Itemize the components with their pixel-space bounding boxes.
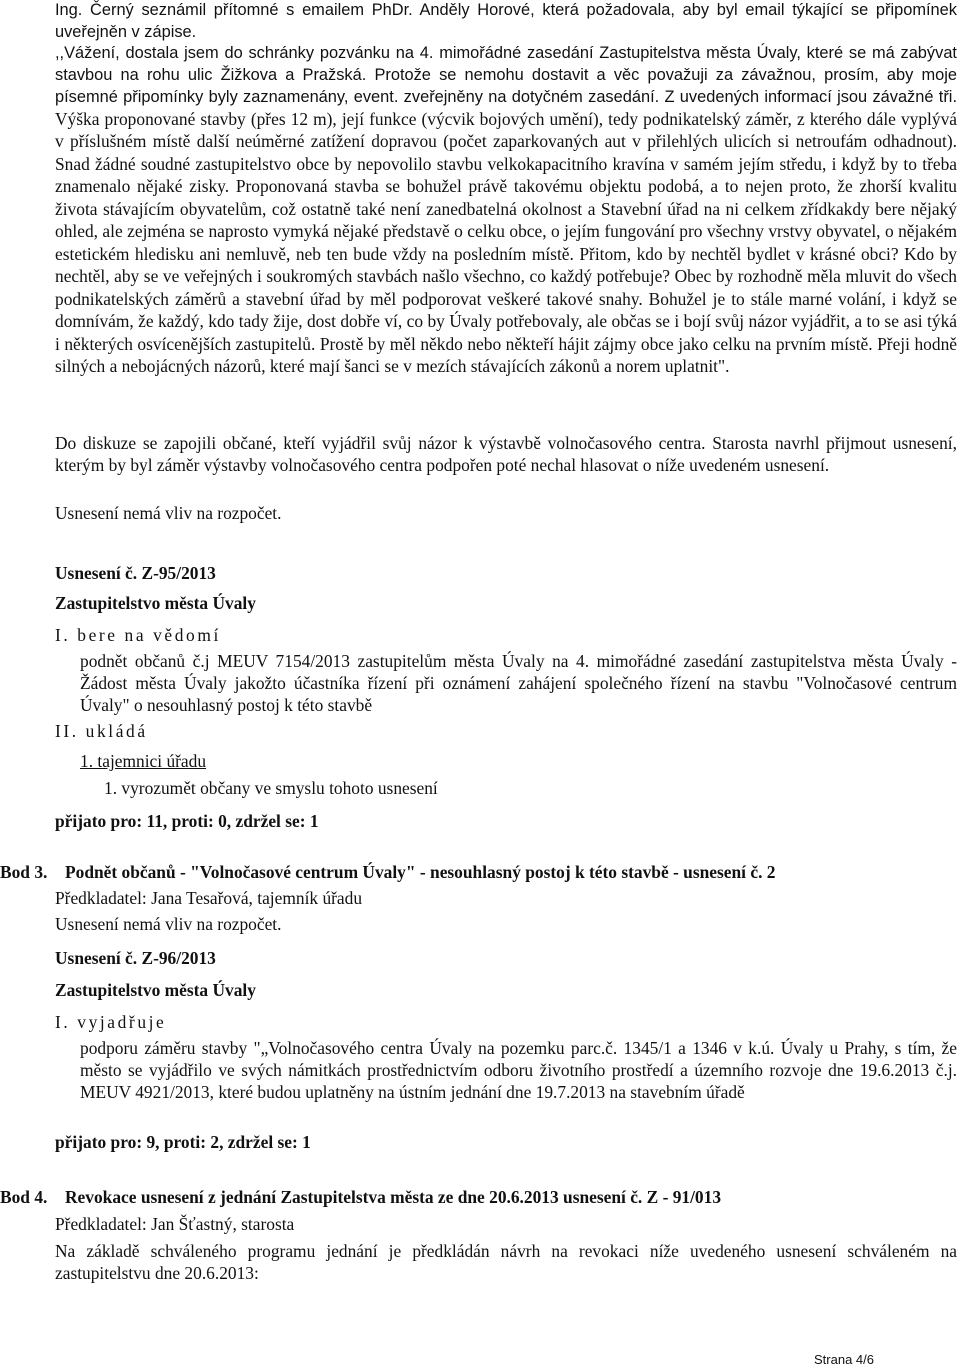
item3-title: Podnět občanů - "Volnočasové centrum Úvaly" - nesouhlasný postoj k této stavbě - usnesení č. 2	[65, 862, 776, 882]
resolution-95-section1-heading: I. bere na vědomí	[55, 625, 221, 645]
resolution-96-number: Usnesení č. Z-96/2013	[55, 948, 216, 968]
item4-presenter: Předkladatel: Jan Šťastný, starosta	[55, 1214, 295, 1234]
item3-budget-note: Usnesení nemá vliv na rozpočet.	[55, 914, 282, 934]
resolution-96-body: Zastupitelstvo města Úvaly	[55, 980, 256, 1000]
item4-title: Revokace usnesení z jednání Zastupitelstva města ze dne 20.6.2013 usnesení č. Z - 91/013	[65, 1187, 722, 1207]
item4-heading	[0, 1186, 957, 1210]
letter-intro: Ing. Černý seznámil přítomné s emailem PhDr. Anděly Horové, která požadovala, aby byl email týkající se připomínek uveřejněn v zápise.	[55, 1, 957, 41]
item3-number: Bod 3.	[0, 862, 48, 882]
resolution-96-section1-text: podporu záměru stavby "„Volnočasového centra Úvaly na pozemku parc.č. 1345/1 a 1346 v k.ú. Úvaly u Prahy, s tím, že město se vyjádřilo ve svých námitkách prostřednictvím odboru životního prostředí a územního rozvoje dne 19.6.2013 č.j. MEUV 4921/2013, které budou uplatněny na ústním jednání dne 19.7.2013 na stavebním úřadě	[80, 1038, 957, 1102]
resolution-95-number: Usnesení č. Z-95/2013	[55, 563, 216, 583]
resolution-95-assignee: 1. tajemnici úřadu	[80, 751, 207, 771]
resolution-95-section2-heading: II. ukládá	[55, 721, 148, 741]
resolution-96-vote: přijato pro: 9, proti: 2, zdržel se: 1	[55, 1132, 311, 1152]
resolution-95-vote: přijato pro: 11, proti: 0, zdržel se: 1	[55, 811, 319, 831]
item3-presenter: Předkladatel: Jana Tesařová, tajemník úřadu	[55, 888, 363, 908]
letter-quote	[55, 43, 957, 379]
page-number: Strana 4/6	[814, 1352, 874, 1367]
letter-quote-sans: ,,Vážení, dostala jsem do schránky pozvánku na 4. mimořádné zasedání Zastupitelstva města Úvaly, které se má zabývat stavbou na rohu ulic Žižkova a Pražská. Protože se nemohu dostavit a věc považuji za závažnou, prosím, aby moje písemné připomínky byly zaznamenány, event. zveřejněny na dotyčném zasedání. Z uvedených informací jsou závažné tři.	[55, 44, 957, 106]
resolution-95-section1-text: podnět občanů č.j MEUV 7154/2013 zastupitelům města Úvaly na 4. mimořádné zasedání zastupitelstva města Úvaly - Žádost města Úvaly jakožto účastníka řízení při oznámení zahájení společného řízení na stavbu "Volnočasové centrum Úvaly" o nesouhlasný postoj k této stavbě	[80, 651, 957, 715]
item4-paragraph: Na základě schváleného programu jednání je předkládán návrh na revokaci níže uvedeného usnesení schváleném na zastupitelstvu dne 20.6.2013:	[55, 1241, 957, 1283]
resolution-95-task: 1. vyrozumět občany ve smyslu tohoto usnesení	[104, 778, 438, 798]
resolution-96-section1-heading: I. vyjadřuje	[55, 1012, 167, 1032]
item3-heading	[0, 861, 957, 885]
resolution-95-body: Zastupitelstvo města Úvaly	[55, 593, 256, 613]
letter-quote-serif: Výška proponované stavby (přes 12 m), její funkce (výcvik bojových umění), tedy podnikatelský záměr, z kterého dále vyplývá v příslušném místě další neúměrné zatížení dopravou (počet zaparkovaných aut v přilehlých ulicích si netroufám odhadnout). Snad žádné soudné zastupitelstvo obce by nepovolilo stavbu velkokapacitního kravína v samém jejím středu, i když by to třeba znamenalo nějaké zisky. Proponovaná stavba se bohužel právě takovému objektu podobá, a to nejen proto, že zhorší kvalitu života stávajícím obyvatelům, což ostatně také není zanedbatelná okolnost a Stavební úřad na ni celkem zřídkakdy bere nějaký ohled, ale zejména se naprosto vymyká nějaké představě o celku obce, o jejím fungování pro všechny vrstvy obyvatel, o nějakém estetickém hledisku ani nemluvě, neb ten bude vždy na posledním místě. Přitom, kdo by nechtěl bydlet v krásné obci? Kdo by nechtěl, aby se ve veřejných i soukromých stavbách našlo všechno, co každý potřebuje? Obec by rozhodně měla mluvit do všech podnikatelských záměrů a stavební úřad by měl podporovat veškeré takové snahy. Bohužel je to stále marné volání, i když se domnívám, že každý, kdo tady žije, dost dobře ví, co by Úvaly potřebovaly, ale občas se i bojí svůj názor vyjádřit, a to se asi týká i některých osvícenějších zastupitelů. Prostě by měl někdo nebo někteří hájit zájmy obce jako celku na prvním místě. Přeji hodně silných a nebojácných názorů, které mají šanci se v mezích stávajících zákonů a norem uplatnit".	[55, 108, 957, 376]
discussion-paragraph: Do diskuze se zapojili občané, kteří vyjádřil svůj názor k výstavbě volnočasového centra. Starosta navrhl přijmout usnesení, kterým by byl záměr výstavby volnočasového centra podpořen poté nechal hlasovat o níže uvedeném usnesení.	[55, 433, 957, 475]
discussion-budget-note: Usnesení nemá vliv na rozpočet.	[55, 503, 282, 523]
item4-number: Bod 4.	[0, 1187, 48, 1207]
